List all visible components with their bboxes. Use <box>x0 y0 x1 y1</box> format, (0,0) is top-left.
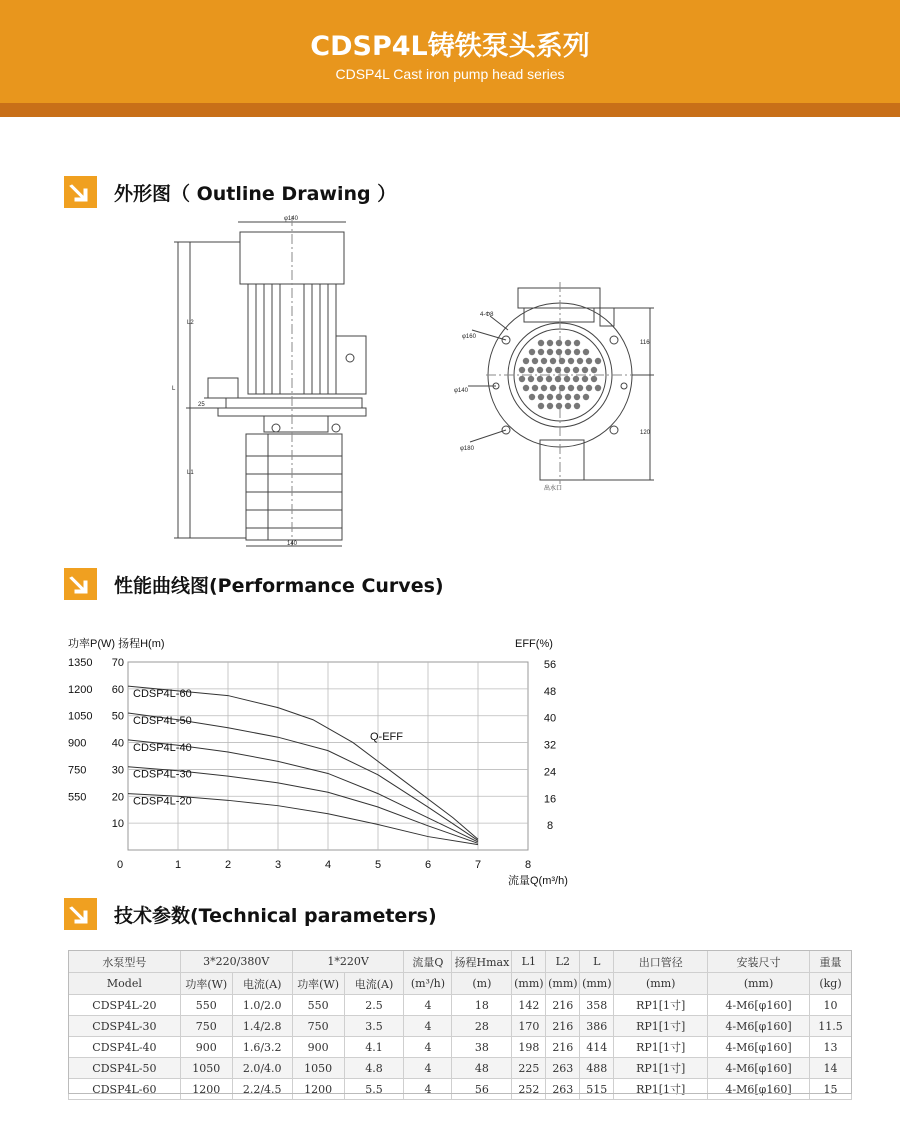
section-title-outline: 外形图（ Outline Drawing ） <box>114 183 397 205</box>
table-cell: 18 <box>452 995 512 1016</box>
table-cell: 4 <box>404 995 452 1016</box>
table-cell: CDSP4L-50 <box>69 1058 181 1079</box>
table-cell: 750 <box>292 1016 344 1037</box>
performance-chart <box>60 632 600 890</box>
table-cell: 4.8 <box>344 1058 404 1079</box>
parameters-table <box>68 950 852 1100</box>
subheader-cell: (mm) <box>708 973 810 995</box>
header-head: 扬程Hmax <box>452 951 512 973</box>
table-cell: 4-M6[φ160] <box>708 995 810 1016</box>
outline-drawing <box>160 212 670 552</box>
dim-140: φ140 <box>454 388 468 394</box>
table-cell: 13 <box>809 1037 851 1058</box>
subheader-cell: 电流(A) <box>232 973 292 995</box>
table-cell: 38 <box>452 1037 512 1058</box>
table-cell: 4-M6[φ160] <box>708 1016 810 1037</box>
series-label: CDSP4L-30 <box>133 768 192 781</box>
table-cell: 11.5 <box>809 1016 851 1037</box>
header-model: 水泵型号 <box>69 951 181 973</box>
header-install: 安装尺寸 <box>708 951 810 973</box>
table-cell: 216 <box>546 1037 580 1058</box>
table-cell: 263 <box>546 1079 580 1100</box>
table-cell: 252 <box>512 1079 546 1100</box>
subheader-cell: 电流(A) <box>344 973 404 995</box>
table-cell: 225 <box>512 1058 546 1079</box>
head-tick-label: 70 <box>111 657 124 669</box>
table-cell: 386 <box>580 1016 614 1037</box>
front-view <box>468 282 654 484</box>
table-cell: RP1[1寸] <box>614 1016 708 1037</box>
table-cell: 198 <box>512 1037 546 1058</box>
subheader-cell: (m³/h) <box>404 973 452 995</box>
subheader-cell: (mm) <box>614 973 708 995</box>
page-subtitle: CDSP4L Cast iron pump head series <box>335 66 565 82</box>
table-cell: 414 <box>580 1037 614 1058</box>
dim-bottom: 140 <box>287 541 298 547</box>
table-cell: 1200 <box>180 1079 232 1100</box>
table-cell: 550 <box>180 995 232 1016</box>
arrow-down-right-icon <box>64 176 97 208</box>
power-tick-label: 1350 <box>68 657 93 669</box>
table-cell: RP1[1寸] <box>614 1058 708 1079</box>
header-l1: L1 <box>512 951 546 973</box>
table-cell: 10 <box>809 995 851 1016</box>
header-l: L <box>580 951 614 973</box>
left-axis-label: 功率P(W) 扬程H(m) <box>68 638 165 650</box>
table-cell: 142 <box>512 995 546 1016</box>
header-3phase: 3*220/380V <box>180 951 292 973</box>
table-row <box>69 1016 852 1037</box>
table-cell: 170 <box>512 1016 546 1037</box>
table-cell: 1050 <box>292 1058 344 1079</box>
dim-L1: L1 <box>187 470 194 476</box>
x-tick-label: 0 <box>116 859 124 871</box>
x-tick-label: 5 <box>374 859 382 871</box>
right-axis-label: EFF(%) <box>515 638 553 650</box>
table-cell: 4 <box>404 1058 452 1079</box>
dim-L2: L2 <box>187 320 194 326</box>
x-tick-label: 3 <box>274 859 282 871</box>
table-row <box>69 1058 852 1079</box>
arrow-down-right-icon <box>64 898 97 930</box>
table-cell: CDSP4L-40 <box>69 1037 181 1058</box>
table-cell: 4 <box>404 1079 452 1100</box>
table-cell: 1.6/3.2 <box>232 1037 292 1058</box>
table-cell: 28 <box>452 1016 512 1037</box>
power-tick-label: 1050 <box>68 710 93 723</box>
table-cell: 3.5 <box>344 1016 404 1037</box>
eff-tick-label: 48 <box>543 685 557 698</box>
table-cell: 4 <box>404 1016 452 1037</box>
eff-tick-label: 8 <box>546 820 554 833</box>
series-label: CDSP4L-60 <box>133 688 192 701</box>
dim-116: 116 <box>640 340 650 346</box>
x-tick-label: 4 <box>324 859 332 871</box>
table-cell: 4 <box>404 1037 452 1058</box>
subheader-cell: 功率(W) <box>180 973 232 995</box>
x-tick-label: 7 <box>474 859 482 871</box>
eff-tick-label: 24 <box>543 766 557 779</box>
arrow-down-right-icon <box>64 568 97 600</box>
dim-top: φ140 <box>284 216 298 222</box>
head-tick-label: 40 <box>111 737 124 750</box>
x-tick-label: 2 <box>224 859 232 871</box>
table-cell: 48 <box>452 1058 512 1079</box>
table-cell: CDSP4L-30 <box>69 1016 181 1037</box>
table-cell: 4-M6[φ160] <box>708 1058 810 1079</box>
head-tick-label: 10 <box>111 818 124 831</box>
head-tick-label: 60 <box>111 683 124 696</box>
header-weight: 重量 <box>809 951 851 973</box>
series-label: CDSP4L-20 <box>133 795 192 808</box>
table-cell: 216 <box>546 995 580 1016</box>
terminal-box <box>336 336 366 394</box>
power-tick-label: 550 <box>68 791 87 804</box>
table-cell: 488 <box>580 1058 614 1079</box>
series-label: CDSP4L-40 <box>133 741 192 754</box>
dim-L: L <box>172 386 176 392</box>
table-row <box>69 995 852 1016</box>
table-body <box>69 995 852 1100</box>
motor-body <box>248 284 336 394</box>
header-outlet: 出口管径 <box>614 951 708 973</box>
table-cell: 56 <box>452 1079 512 1100</box>
table-cell: CDSP4L-20 <box>69 995 181 1016</box>
eff-tick-label: 16 <box>543 793 557 806</box>
table-cell: 2.0/4.0 <box>232 1058 292 1079</box>
table-cell: 750 <box>180 1016 232 1037</box>
dim-25: 25 <box>198 402 205 408</box>
table-header-row <box>69 951 852 973</box>
subheader-cell: (kg) <box>809 973 851 995</box>
table-cell: 1200 <box>292 1079 344 1100</box>
x-tick-label: 6 <box>424 859 432 871</box>
power-tick-label: 750 <box>68 764 87 777</box>
table-cell: 515 <box>580 1079 614 1100</box>
dim-holes: 4-Φ8 <box>480 312 494 318</box>
table-cell: 2.5 <box>344 995 404 1016</box>
table-cell: 900 <box>292 1037 344 1058</box>
section-title-technical: 技术参数(Technical parameters) <box>114 905 437 927</box>
head-tick-label: 50 <box>111 710 124 723</box>
x-axis-label: 流量Q(m³/h) <box>508 875 568 887</box>
table-cell: 358 <box>580 995 614 1016</box>
subheader-cell: (mm) <box>580 973 614 995</box>
outlet-label: 出水口 <box>544 486 563 492</box>
dim-120: 120 <box>640 430 651 436</box>
table-cell: RP1[1寸] <box>614 1079 708 1100</box>
pump-body <box>246 434 342 540</box>
table-cell: 2.2/4.5 <box>232 1079 292 1100</box>
x-tick-label: 8 <box>524 859 532 871</box>
header-banner-stripe <box>0 103 900 117</box>
table-cell: 900 <box>180 1037 232 1058</box>
eff-tick-label: 56 <box>543 659 557 671</box>
header-model-en: Model <box>69 973 181 995</box>
table-cell: CDSP4L-60 <box>69 1079 181 1100</box>
table-cell: 15 <box>809 1079 851 1100</box>
series-label: CDSP4L-50 <box>133 715 192 728</box>
header-l2: L2 <box>546 951 580 973</box>
table-cell: 216 <box>546 1016 580 1037</box>
chart-series <box>128 686 478 844</box>
power-tick-label: 1200 <box>68 683 93 696</box>
header-1phase: 1*220V <box>292 951 404 973</box>
subheader-cell: (mm) <box>512 973 546 995</box>
subheader-cell: 功率(W) <box>292 973 344 995</box>
head-tick-label: 20 <box>111 791 124 804</box>
section-title-performance: 性能曲线图(Performance Curves) <box>114 575 444 597</box>
head-tick-label: 30 <box>111 764 124 777</box>
table-cell: 14 <box>809 1058 851 1079</box>
subheader-cell: (mm) <box>546 973 580 995</box>
table-cell: 263 <box>546 1058 580 1079</box>
dim-180: φ180 <box>460 446 474 452</box>
page-title: CDSP4L铸铁泵头系列 <box>310 31 590 62</box>
power-tick-label: 900 <box>68 737 87 750</box>
x-tick-label: 1 <box>174 859 182 871</box>
table-cell: 1.0/2.0 <box>232 995 292 1016</box>
header-flow: 流量Q <box>404 951 452 973</box>
eff-tick-label: 40 <box>543 712 557 725</box>
table-cell: 5.5 <box>344 1079 404 1100</box>
table-row <box>69 1079 852 1100</box>
table-cell: 550 <box>292 995 344 1016</box>
table-cell: RP1[1寸] <box>614 1037 708 1058</box>
table-cell: 1.4/2.8 <box>232 1016 292 1037</box>
series-line-cdsp4l-40 <box>128 740 478 842</box>
subheader-cell: (m) <box>452 973 512 995</box>
table-cell: RP1[1寸] <box>614 995 708 1016</box>
dim-160: φ160 <box>462 334 476 340</box>
eff-tick-label: 32 <box>543 739 557 752</box>
annotation-q-eff: Q-EFF <box>370 731 403 743</box>
table-cell: 4-M6[φ160] <box>708 1037 810 1058</box>
table-cell: 4.1 <box>344 1037 404 1058</box>
table-subheader-row <box>69 973 852 995</box>
table-row <box>69 1037 852 1058</box>
table-cell: 4-M6[φ160] <box>708 1079 810 1100</box>
table-cell: 1050 <box>180 1058 232 1079</box>
